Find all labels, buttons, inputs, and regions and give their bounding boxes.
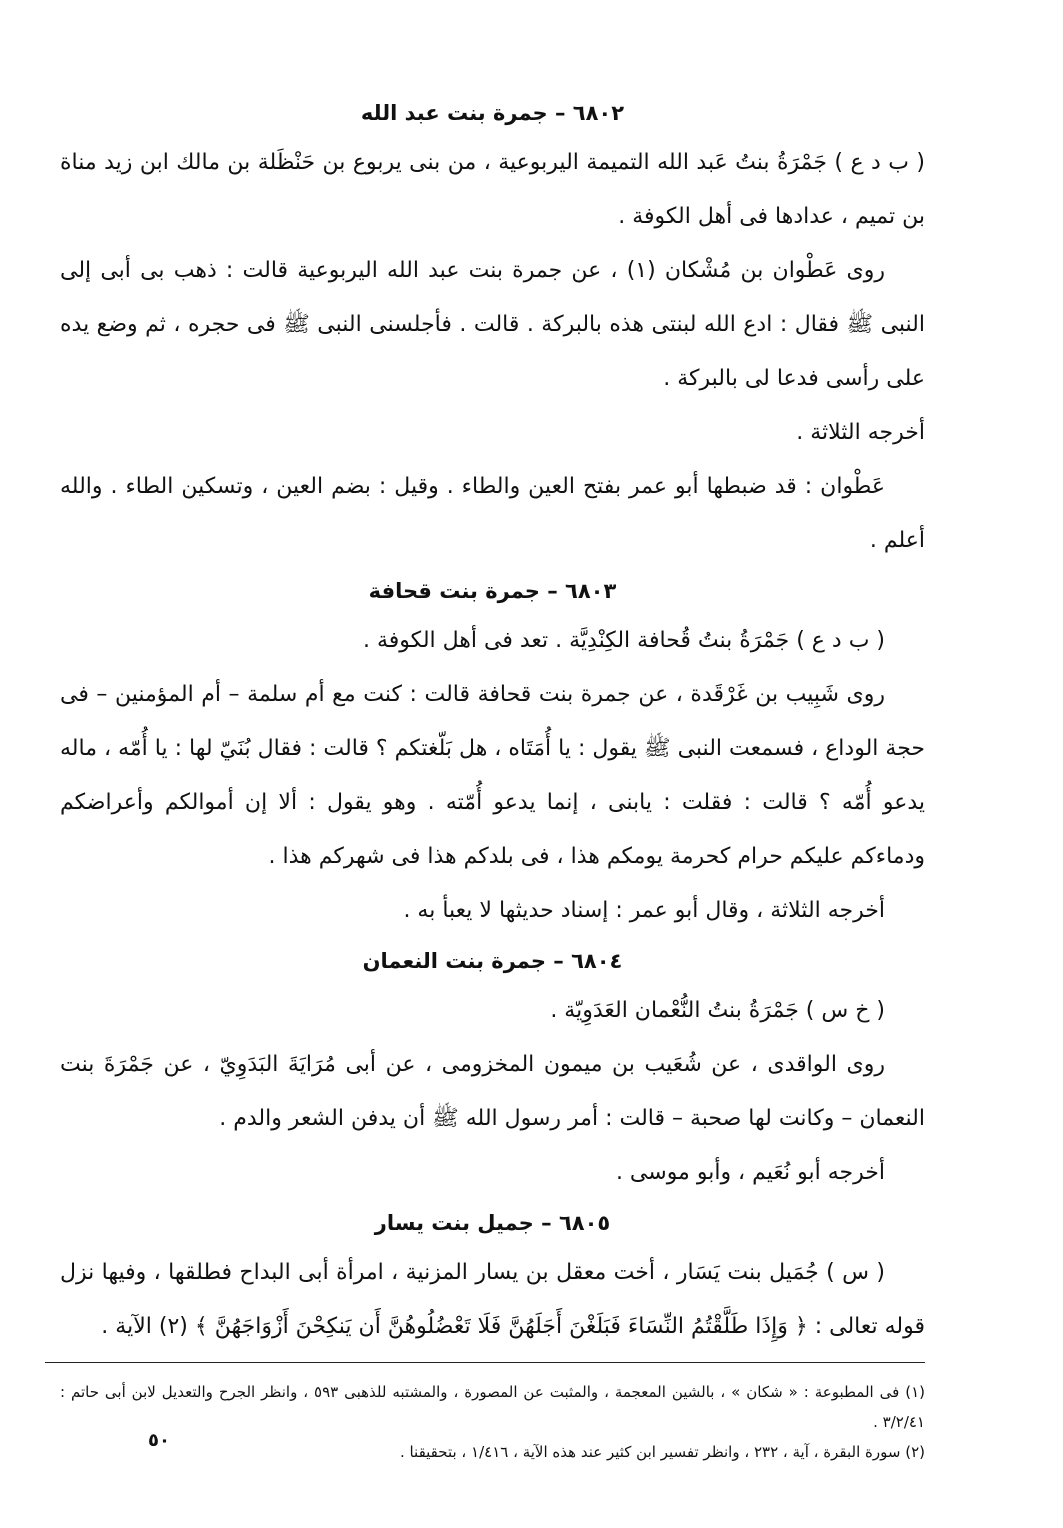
entry-paragraph: عَطْوان : قد ضبطها أبو عمر بفتح العين والطاء . وقيل : بضم العين ، وتسكين الطاء . والله أعلم . — [60, 474, 925, 553]
entry-paragraph: أخرجه أبو نُعَيم ، وأبو موسى . — [615, 1160, 885, 1185]
entry-heading: ٦٨٠٤ – جمرة بنت النعمان — [362, 949, 623, 973]
entry-paragraph: ( ب د ع ) جَمْرَةُ بنتُ قُحافة الكِنْدِيَّة . تعد فى أهل الكوفة . — [363, 628, 885, 653]
footnote-divider — [45, 1362, 925, 1363]
entry-6804 — [60, 938, 925, 1200]
footnote-1: (١) فى المطبوعة : « شكان » ، بالشين المعجمة ، والمثبت عن المصورة ، والمشتبه للذهبى ٥٩٣ ، وانظر الجرح والتعديل لابن أبى حاتم : ٣/٢/٤١ . — [60, 1383, 925, 1431]
entry-paragraph: روى الواقدى ، عن شُعَيب بن ميمون المخزومى ، عن أبى مُرَايَةَ البَدَوِيّ ، عن جَمْرَةَ بنت النعمان – وكانت لها صحبة – قالت : أمر رسول الله ﷺ أن يدفن الشعر والدم . — [60, 1052, 925, 1131]
entry-heading: ٦٨٠٢ – جمرة بنت عبد الله — [360, 101, 625, 125]
footnote-2: (٢) سورة البقرة ، آية ، ٢٣٢ ، وانظر تفسير ابن كثير عند هذه الآية ، ١/٤١٦ ، بتحقيقنا . — [399, 1443, 925, 1461]
entry-paragraph: روى عَطْوان بن مُشْكان (١) ، عن جمرة بنت عبد الله اليربوعية قالت : ذهب بى أبى إلى النبى ﷺ فقال : ادع الله لبنتى هذه بالبركة . قالت . فأجلسنى النبى ﷺ فى حجره ، ثم وضع يده على رأسى فدعا لى بالبركة . — [60, 258, 925, 391]
entry-paragraph: ( ب د ع ) جَمْرَةُ بنتُ عَبد الله التميمة اليربوعية ، من بنى يربوع بن حَنْظَلة بن مالك ابن زيد مناة بن تميم ، عدادها فى أهل الكوفة . — [60, 150, 925, 229]
entry-heading: ٦٨٠٥ – جميل بنت يسار — [374, 1211, 611, 1235]
entry-paragraph: أخرجه الثلاثة ، وقال أبو عمر : إسناد حديثها لا يعبأ به . — [403, 898, 885, 923]
page-number: ٥٠ — [148, 1430, 170, 1451]
entry-paragraph: أخرجه الثلاثة . — [796, 420, 925, 445]
entry-6805 — [60, 1200, 925, 1354]
entry-6802 — [60, 90, 925, 568]
footnotes — [60, 1377, 925, 1467]
entry-paragraph: ( خ س ) جَمْرَةُ بنتُ النُّعْمان العَدَوِيّة . — [550, 998, 885, 1023]
entry-paragraph: روى شَبِيب بن غَرْقَدة ، عن جمرة بنت قحافة قالت : كنت مع أم سلمة – أم المؤمنين – فى حجة الوداع ، فسمعت النبى ﷺ يقول : يا أُمَتَاه ، هل بَلّغتكم ؟ قالت : فقال بُنَيّ لها : يا أُمّه ، ماله يدعو أُمّه ؟ قالت : فقلت : يابنى ، إنما يدعو أُمّته . وهو يقول : ألا إن أموالكم وأعراضكم ودماءكم عليكم حرام كحرمة يومكم هذا ، فى بلدكم هذا فى شهركم هذا . — [60, 682, 925, 869]
entry-heading: ٦٨٠٣ – جمرة بنت قحافة — [368, 579, 617, 603]
entry-paragraph: ( س ) جُمَيل بنت يَسَار ، أخت معقل بن يسار المزنية ، امرأة أبى البداح فطلقها ، وفيها نزل قوله تعالى : ﴿ وَإِذَا طَلَّقْتُمُ النِّسَاءَ فَبَلَغْنَ أَجَلَهُنَّ فَلَا تَعْضُلُوهُنَّ أَن يَنكِحْنَ أَزْوَاجَهُنَّ ﴾ (٢) الآية . — [60, 1260, 925, 1339]
entry-6803 — [60, 568, 925, 938]
